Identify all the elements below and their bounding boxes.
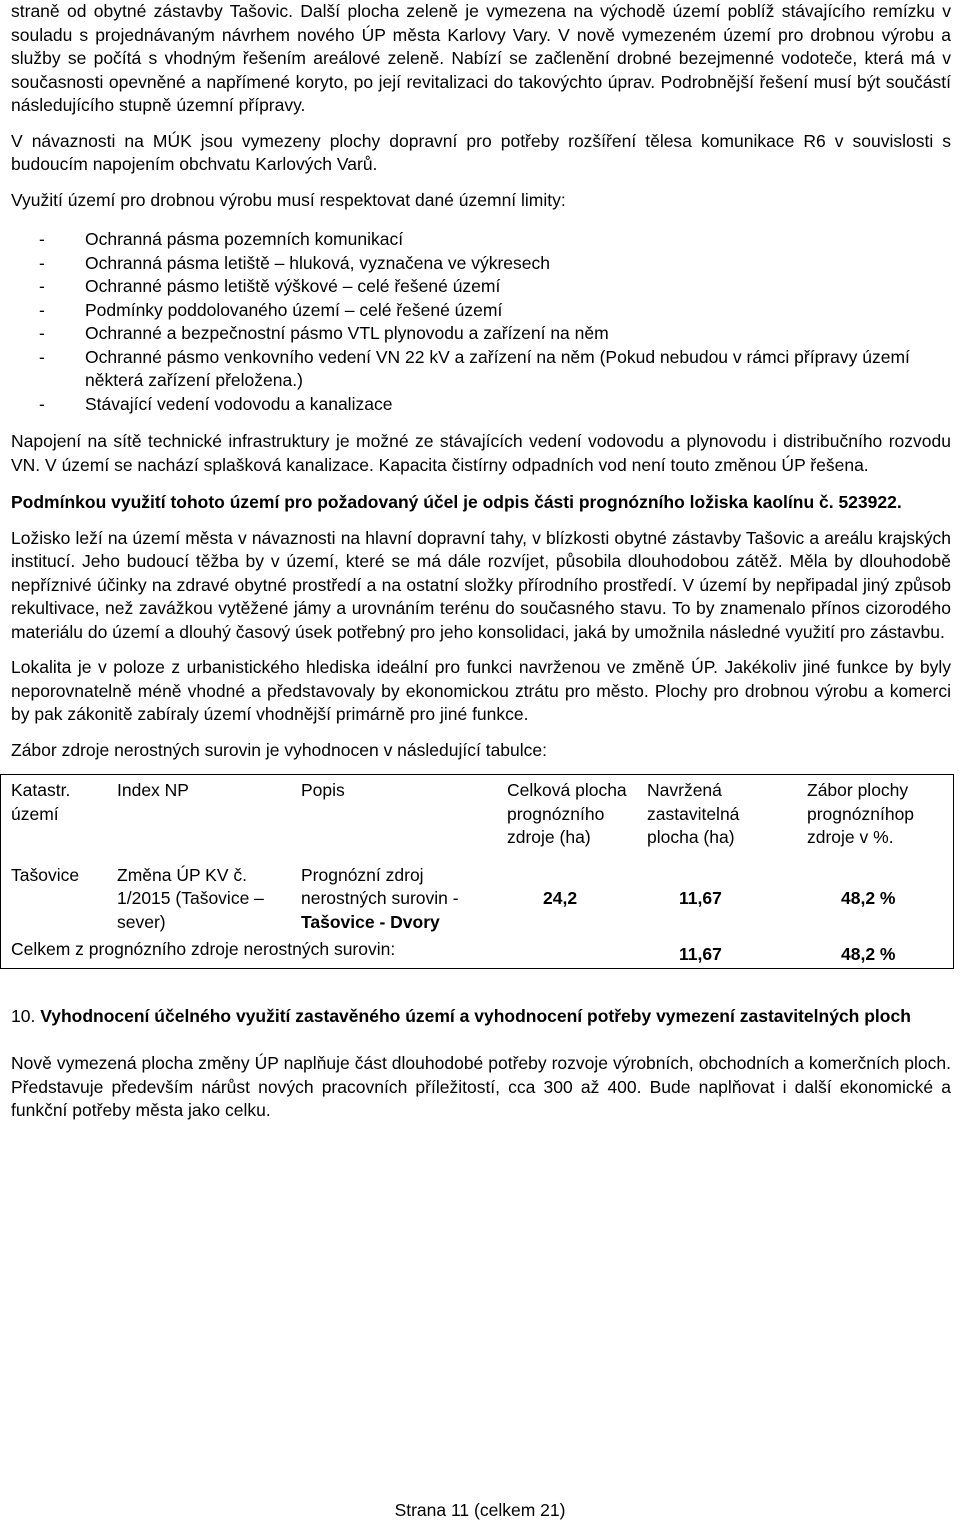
table-header-row <box>1 775 954 850</box>
paragraph-table-intro: Zábor zdroje nerostných surovin je vyhodnocen v následující tabulce: <box>11 739 547 760</box>
table-header: Katastr. území <box>11 780 71 824</box>
paragraph-locality: Lokalita je v poloze z urbanistického hlediska ideální pro funkci navrženou ve změně ÚP. Jakékoliv jiné funkce by byly neporovnatelně méně vhodné a představovaly by ekonomickou ztrátu pro město. Plochy pro drobnou výrobu a komerci by pak zákonitě zabíraly území vhodnější primárně pro jiné funkce. <box>11 657 951 724</box>
paragraph-limits-intro: Využití území pro drobnou výrobu musí respektovat dané územní limity: <box>11 189 566 210</box>
list-item: - Ochranné pásmo letiště výškové – celé řešené území <box>39 276 501 296</box>
table-cell-zabor: 48,2 % <box>841 888 896 908</box>
paragraph-greenery: straně od obytné zástavby Tašovic. Další plocha zeleně je vymezena na východě území poblíž stávajícího remízku v souladu s projednávaným návrhem nového ÚP města Karlovy Vary. V nově vymezeném území pro drobnou výrobu a služby se počítá s vhodným řešením areálové zeleně. Nabízí se začlenění drobné bezejmenné vodoteče, která má v současnosti opevněné a napřímené koryto, po její revitalizaci do takovýchto úprav. Podrobnější řešení musí být součástí následujícího stupně územní přípravy. <box>11 1 951 115</box>
list-item: - Ochranné a bezpečnostní pásmo VTL plynovodu a zařízení na něm <box>39 323 609 343</box>
paragraph-condition: Podmínkou využití tohoto území pro požadovaný účel je odpis části prognózního ložiska kaolínu č. 523922. <box>11 492 902 512</box>
table-row <box>1 850 954 935</box>
table-header: Navržená zastavitelná plocha (ha) <box>647 780 740 847</box>
list-item: - Stávající vedení vodovodu a kanalizace <box>39 393 393 414</box>
section-heading: 10. Vyhodnocení účelného využití zastavěného území a vyhodnocení potřeby vymezení zastavitelných ploch <box>11 1005 911 1026</box>
limits-list <box>11 228 951 416</box>
page-footer: Strana 11 (celkem 21) <box>394 1500 566 1520</box>
paragraph-infrastructure: Napojení na sítě technické infrastruktury je možné ze stávajících vedení vodovodu a plynovodu i distribučního rozvodu VN. V území se nachází splašková kanalizace. Kapacita čistírny odpadních vod není touto změnou ÚP řešena. <box>11 431 951 475</box>
paragraph-transport: V návaznosti na MÚK jsou vymezeny plochy dopravní pro potřeby rozšíření tělesa komunikace R6 v souvislosti s budoucím napojením obchvatu Karlových Varů. <box>11 130 951 174</box>
table-cell-index: Změna ÚP KV č. 1/2015 (Tašovice – sever) <box>117 864 264 932</box>
table-total-label: Celkem z prognózního zdroje nerostných surovin: <box>11 939 396 959</box>
table-cell-celkova: 24,2 <box>543 888 578 908</box>
table-header: Popis <box>301 780 345 800</box>
table-header: Celková plocha prognózního zdroje (ha) <box>507 780 627 847</box>
table-cell-katastr: Tašovice <box>11 864 80 885</box>
list-item: - Ochranná pásma pozemních komunikací <box>39 229 404 249</box>
table-total-navrzena: 11,67 <box>679 944 722 964</box>
document-page <box>11 0 951 1123</box>
paragraph-conclusion: Nově vymezená plocha změny ÚP naplňuje část dlouhodobé potřeby rozvoje výrobních, obchodních a komerčních ploch. Představuje především nárůst nových pracovních příležitostí, cca 300 až 400. Bude naplňovat i další ekonomické a funkční potřeby města jako celku. <box>11 1053 951 1120</box>
paragraph-deposit: Ložisko leží na území města v návaznosti na hlavní dopravní tahy, v blízkosti obytné zástavby Tašovic a areálu krajských institucí. Jeho budoucí těžba by v území, které se má dále rozvíjet, působila dlouhodobou zátěž. Měla by dlouhodobě nepříznivé účinky na zdravé obytné prostředí a na ostatní složky přírodního prostředí. V území by nepřipadal jiný způsob rekultivace, než zavážkou vytěžené jámy a urovnáním terénu do současného stavu. To by znamenalo přínos cizorodého materiálu do území a dlouhý časový úsek potřebný pro jeho konsolidaci, jaká by umožnila následné využití pro zástavbu. <box>11 527 951 642</box>
table-total-row <box>1 934 954 968</box>
table-header: Index NP <box>117 780 189 800</box>
table-total-zabor: 48,2 % <box>841 944 896 964</box>
table-header: Zábor plochy prognózníhop zdroje v %. <box>807 780 915 847</box>
table-cell-navrzena: 11,67 <box>679 888 722 908</box>
table-cell-popis: Prognózní zdroj nerostných surovin - Tašovice - Dvory <box>301 864 459 932</box>
list-item: - Ochranná pásma letiště – hluková, vyznačena ve výkresech <box>39 252 550 273</box>
list-item: - Podmínky poddolovaného území – celé řešené území <box>39 299 503 320</box>
resource-table <box>0 774 954 969</box>
list-item: - Ochranné pásmo venkovního vedení VN 22 kV a zařízení na něm (Pokud nebudou v rámci přípravy území některá zařízení přeložena.) <box>39 346 910 390</box>
